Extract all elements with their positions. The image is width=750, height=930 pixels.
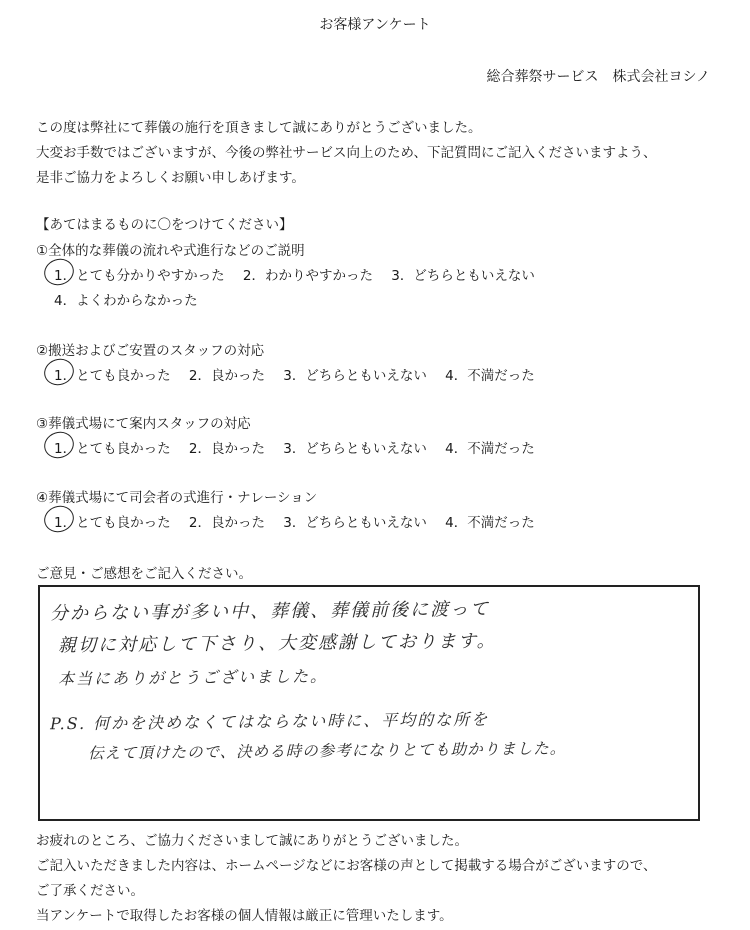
footer-line-1: お疲れのところ、ご協力くださいまして誠にありがとうございました。 xyxy=(36,833,468,849)
handwritten-line-1: 分からない事が多い中、葬儀、葬儀前後に渡って xyxy=(49,598,491,625)
question-2-option-1[interactable]: 1．とても良かった xyxy=(54,368,171,384)
question-1-option-3[interactable]: 3．どちらともいえない xyxy=(391,268,535,284)
question-4-option-4[interactable]: 4．不満だった xyxy=(445,515,535,531)
question-4-option-3[interactable]: 3．どちらともいえない xyxy=(283,515,427,531)
question-2-option-2[interactable]: 2．良かった xyxy=(188,368,265,384)
footer-line-3: ご了承ください。 xyxy=(36,883,144,899)
instruction: 【あてはまるものに〇をつけてください】 xyxy=(36,217,293,233)
question-1-options-row-2 xyxy=(54,289,212,309)
company-name: 総合葬祭サービス 株式会社ヨシノ xyxy=(486,69,710,85)
intro-line-1: この度は弊社にて葬儀の施行を頂きまして誠にありがとうございました。 xyxy=(36,120,482,136)
question-3-option-4[interactable]: 4．不満だった xyxy=(445,441,535,457)
question-3-options xyxy=(54,437,549,457)
question-4-option-1[interactable]: 1．とても良かった xyxy=(54,515,171,531)
handwritten-line-3: 本当にありがとうございました。 xyxy=(57,666,329,689)
question-4-label: ④葬儀式場にて司会者の式進行・ナレーション xyxy=(36,490,318,506)
page-title: お客様アンケート xyxy=(319,17,431,33)
handwritten-line-5: 伝えて頂けたので、決める時の参考になりとても助かりました。 xyxy=(87,739,567,763)
question-3-option-1[interactable]: 1．とても良かった xyxy=(54,441,171,457)
question-2-option-4[interactable]: 4．不満だった xyxy=(445,368,535,384)
handwritten-line-4: P.S. 何かを決めなくてはならない時に、平均的な所を xyxy=(49,709,490,734)
question-3-option-2[interactable]: 2．良かった xyxy=(188,441,265,457)
question-1-option-1[interactable]: 1．とても分かりやすかった xyxy=(54,268,225,284)
intro-line-2: 大変お手数ではございますが、今後の弊社サービス向上のため、下記質問にご記入くださいますよう、 xyxy=(36,145,657,161)
intro-line-3: 是非ご協力をよろしくお願い申しあげます。 xyxy=(36,170,305,186)
question-1-option-2[interactable]: 2．わかりやすかった xyxy=(242,268,373,284)
question-4-option-2[interactable]: 2．良かった xyxy=(188,515,265,531)
comments-label: ご意見・ご感想をご記入ください。 xyxy=(36,566,252,582)
question-1-label: ①全体的な葬儀の流れや式進行などのご説明 xyxy=(36,243,305,259)
question-2-label: ②搬送およびご安置のスタッフの対応 xyxy=(36,343,265,359)
question-3-option-3[interactable]: 3．どちらともいえない xyxy=(283,441,427,457)
footer-line-4: 当アンケートで取得したお客様の個人情報は厳正に管理いたします。 xyxy=(36,908,453,924)
question-2-options xyxy=(54,364,549,384)
footer-line-2: ご記入いただきました内容は、ホームページなどにお客様の声として掲載する場合がございますので、 xyxy=(36,858,657,874)
question-1-options xyxy=(54,264,549,284)
handwritten-line-2: 親切に対応して下さり、大変感謝しております。 xyxy=(57,630,497,657)
comments-box[interactable] xyxy=(38,585,700,821)
question-4-options xyxy=(54,511,549,531)
question-2-option-3[interactable]: 3．どちらともいえない xyxy=(283,368,427,384)
question-3-label: ③葬儀式場にて案内スタッフの対応 xyxy=(36,416,251,432)
question-1-option-4[interactable]: 4．よくわからなかった xyxy=(54,293,198,309)
